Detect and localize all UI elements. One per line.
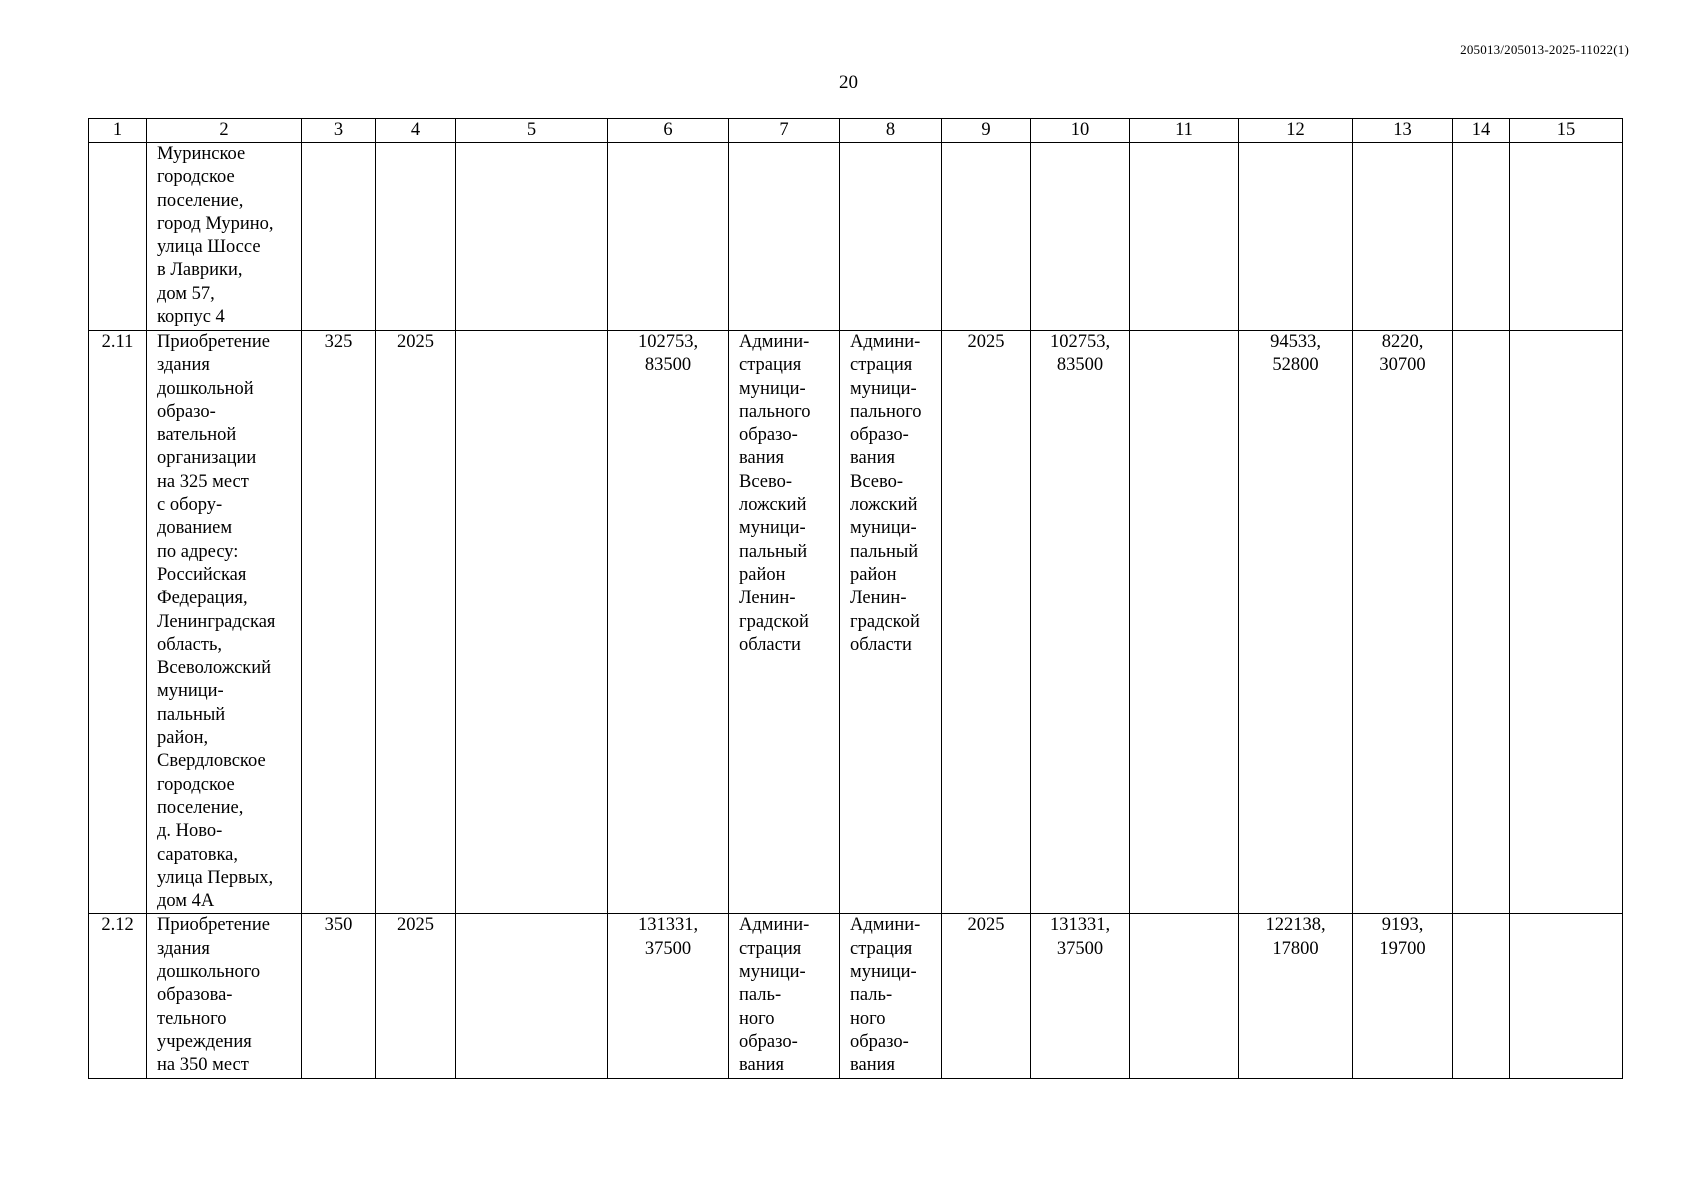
cell-text: 2025	[967, 332, 1005, 352]
column-header: 4	[376, 119, 456, 143]
table-cell	[1453, 331, 1510, 914]
cell-text: Приобретение здания дошкольной образо- вательной организации на 325 мест с обору- дованием по адресу: Российская Федерация, Ленинградская область, Всеволожский муници- пальный район, Свердловское городское поселение, д. Ново- саратовка, улица Первых, дом 4А	[157, 332, 276, 912]
table-cell	[1130, 914, 1239, 1078]
table-cell	[456, 331, 608, 914]
table-cell	[942, 914, 1031, 1078]
column-header: 11	[1130, 119, 1239, 143]
table-cell	[840, 331, 942, 914]
table-cell	[608, 914, 729, 1078]
column-header: 15	[1510, 119, 1623, 143]
cell-text: 102753, 83500	[1049, 332, 1111, 376]
table-cell	[147, 143, 302, 331]
table-cell	[1239, 143, 1353, 331]
cell-text: 131331, 37500	[637, 915, 699, 959]
table-cell	[1510, 143, 1623, 331]
cell-text: 122138, 17800	[1265, 915, 1326, 959]
table-cell	[729, 143, 840, 331]
table-cell	[376, 143, 456, 331]
cell-text: 2025	[397, 915, 434, 936]
column-header: 13	[1353, 119, 1453, 143]
table-cell	[302, 914, 376, 1078]
column-header: 6	[608, 119, 729, 143]
cell-text: Муринское городское поселение, город Мурино, улица Шоссе в Лаврики, дом 57, корпус 4	[157, 144, 274, 328]
cell-text: Админи- страция муници- пального образо- вания Всево- ложский муници- пальный район Ленин- градской области	[850, 332, 922, 655]
column-header: 14	[1453, 119, 1510, 143]
document-id: 205013/205013-2025-11022(1)	[1460, 42, 1629, 57]
cell-text: 2.11	[101, 332, 134, 352]
table-cell	[1031, 331, 1130, 914]
table-cell	[1510, 331, 1623, 914]
column-header: 10	[1031, 119, 1130, 143]
table-cell	[376, 914, 456, 1078]
table-cell	[147, 331, 302, 914]
table-cell	[1453, 143, 1510, 331]
cell-text: 325	[324, 332, 353, 352]
table-cell	[1239, 331, 1353, 914]
table-cell	[1353, 331, 1453, 914]
table-cell	[729, 331, 840, 914]
table-cell	[608, 143, 729, 331]
cell-text: 131331, 37500	[1049, 915, 1111, 959]
cell-text: Админи- страция муници- паль- ного образо- вания	[850, 915, 921, 1076]
column-header: 8	[840, 119, 942, 143]
table-cell	[89, 331, 147, 914]
table-cell	[1353, 914, 1453, 1078]
table-cell	[942, 143, 1031, 331]
data-table	[88, 118, 1623, 1079]
table-cell	[1510, 914, 1623, 1078]
table-cell	[302, 143, 376, 331]
column-header: 7	[729, 119, 840, 143]
cell-text: Приобретение здания дошкольного образова- тельного учреждения на 350 мест	[157, 915, 270, 1076]
cell-text: 102753, 83500	[637, 332, 699, 376]
table-cell	[840, 914, 942, 1078]
table-cell	[376, 331, 456, 914]
table-cell	[89, 914, 147, 1078]
table-cell	[302, 331, 376, 914]
table-cell	[1031, 143, 1130, 331]
cell-text: 2025	[967, 915, 1005, 936]
cell-text: 350	[324, 915, 353, 936]
column-header: 5	[456, 119, 608, 143]
cell-text: 2.12	[101, 915, 134, 936]
table-row	[89, 914, 1623, 1078]
column-header: 1	[89, 119, 147, 143]
cell-text: 8220, 30700	[1379, 332, 1426, 376]
table-cell	[1453, 914, 1510, 1078]
table-cell	[840, 143, 942, 331]
cell-text: Админи- страция муници- пального образо- вания Всево- ложский муници- пальный район Ленин- градской области	[739, 332, 811, 655]
cell-text: 94533, 52800	[1270, 332, 1321, 376]
table-cell	[147, 914, 302, 1078]
column-header: 9	[942, 119, 1031, 143]
table-cell	[942, 331, 1031, 914]
table-cell	[89, 143, 147, 331]
table-cell	[1239, 914, 1353, 1078]
table-row	[89, 331, 1623, 914]
cell-text: 9193, 19700	[1379, 915, 1426, 959]
page-number: 20	[839, 72, 858, 93]
table-cell	[456, 914, 608, 1078]
table-cell	[1353, 143, 1453, 331]
cell-text: 2025	[397, 332, 434, 352]
cell-text: Админи- страция муници- паль- ного образо- вания	[739, 915, 810, 1076]
column-header: 12	[1239, 119, 1353, 143]
table-cell	[456, 143, 608, 331]
table-row	[89, 143, 1623, 331]
column-header: 2	[147, 119, 302, 143]
table-cell	[729, 914, 840, 1078]
table-cell	[608, 331, 729, 914]
table-cell	[1031, 914, 1130, 1078]
table-header-row	[89, 119, 1623, 143]
column-header: 3	[302, 119, 376, 143]
table-cell	[1130, 143, 1239, 331]
table-cell	[1130, 331, 1239, 914]
